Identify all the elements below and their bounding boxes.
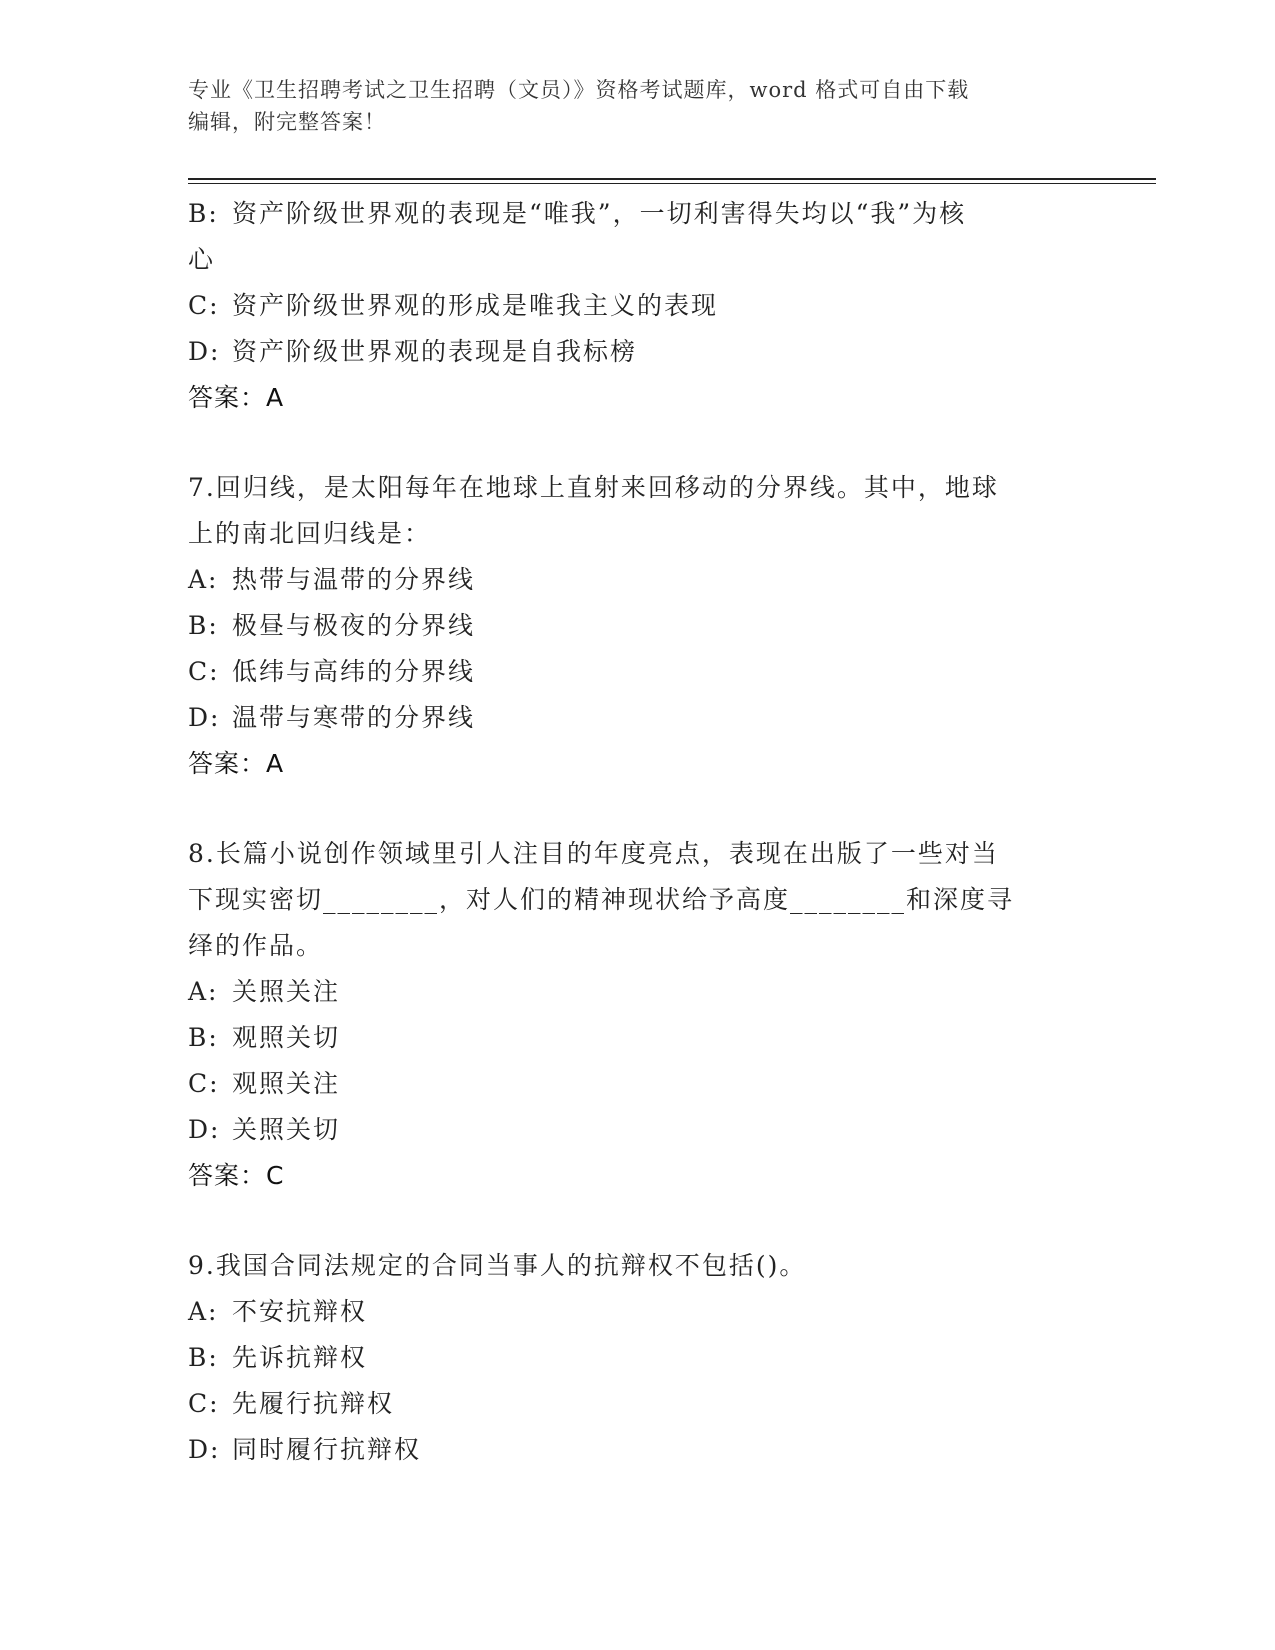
option-label: C:	[188, 1069, 220, 1098]
option-label: D:	[188, 1435, 221, 1464]
option-text: 温带与寒带的分界线	[232, 703, 476, 732]
option-label: D:	[188, 337, 221, 366]
question-stem-line: 8.长篇小说创作领域里引人注目的年度亮点，表现在出版了一些对当	[188, 839, 999, 868]
question-stem-line: 9.我国合同法规定的合同当事人的抗辩权不包括()。	[188, 1251, 807, 1280]
option-a	[188, 969, 1088, 1015]
document-header	[188, 74, 1088, 138]
option-b-continued	[188, 237, 1088, 283]
option-b	[188, 603, 1088, 649]
option-b	[188, 191, 1088, 237]
option-text: 关照关注	[232, 977, 341, 1006]
header-divider-thick	[188, 178, 1156, 180]
option-a	[188, 557, 1088, 603]
option-label: D:	[188, 1115, 221, 1144]
option-text: 观照关注	[232, 1069, 341, 1098]
option-d	[188, 329, 1088, 375]
option-c	[188, 649, 1088, 695]
option-d	[188, 695, 1088, 741]
option-label: B:	[188, 611, 219, 640]
question-9	[188, 1243, 1088, 1473]
question-stem-line: 下现实密切________，对人们的精神现状给予高度________和深度寻	[188, 885, 1015, 914]
option-text: 关照关切	[232, 1115, 341, 1144]
question-stem-line: 上的南北回归线是：	[188, 519, 432, 548]
option-label: C:	[188, 1389, 220, 1418]
question-content	[188, 191, 1088, 1473]
option-label: B:	[188, 1343, 219, 1372]
answer-line: 答案：A	[188, 749, 285, 778]
option-d	[188, 1107, 1088, 1153]
option-c	[188, 1061, 1088, 1107]
question-6	[188, 191, 1088, 421]
option-text: 资产阶级世界观的形成是唯我主义的表现	[232, 291, 719, 320]
option-text: 极昼与极夜的分界线	[232, 611, 476, 640]
option-text: 不安抗辩权	[232, 1297, 368, 1326]
option-a	[188, 1289, 1088, 1335]
question-stem-line: 绎的作品。	[188, 931, 324, 960]
option-b	[188, 1015, 1088, 1061]
option-c	[188, 283, 1088, 329]
option-text: 资产阶级世界观的表现是“唯我”，一切利害得失均以“我”为核	[232, 199, 967, 228]
question-7	[188, 465, 1088, 787]
option-label: B:	[188, 199, 219, 228]
option-b	[188, 1335, 1088, 1381]
header-divider-thin	[188, 183, 1156, 184]
option-label: A:	[188, 1297, 219, 1326]
option-label: A:	[188, 565, 219, 594]
option-text: 同时履行抗辩权	[232, 1435, 422, 1464]
option-text: 观照关切	[232, 1023, 341, 1052]
option-label: C:	[188, 657, 220, 686]
answer-line: 答案：A	[188, 383, 285, 412]
option-text: 热带与温带的分界线	[232, 565, 476, 594]
option-text: 心	[188, 245, 216, 274]
option-text: 先诉抗辩权	[232, 1343, 368, 1372]
answer-line: 答案：C	[188, 1161, 285, 1190]
option-text: 先履行抗辩权	[232, 1389, 395, 1418]
option-label: D:	[188, 703, 221, 732]
header-line-2: 编辑，附完整答案！	[188, 110, 386, 134]
question-8	[188, 831, 1088, 1199]
option-text: 资产阶级世界观的表现是自我标榜	[232, 337, 638, 366]
option-text: 低纬与高纬的分界线	[232, 657, 476, 686]
option-label: C:	[188, 291, 220, 320]
option-d	[188, 1427, 1088, 1473]
option-label: A:	[188, 977, 219, 1006]
option-label: B:	[188, 1023, 219, 1052]
question-stem-line: 7.回归线，是太阳每年在地球上直射来回移动的分界线。其中，地球	[188, 473, 999, 502]
header-line-1: 专业《卫生招聘考试之卫生招聘（文员）》资格考试题库，word 格式可自由下载	[188, 78, 970, 102]
option-c	[188, 1381, 1088, 1427]
